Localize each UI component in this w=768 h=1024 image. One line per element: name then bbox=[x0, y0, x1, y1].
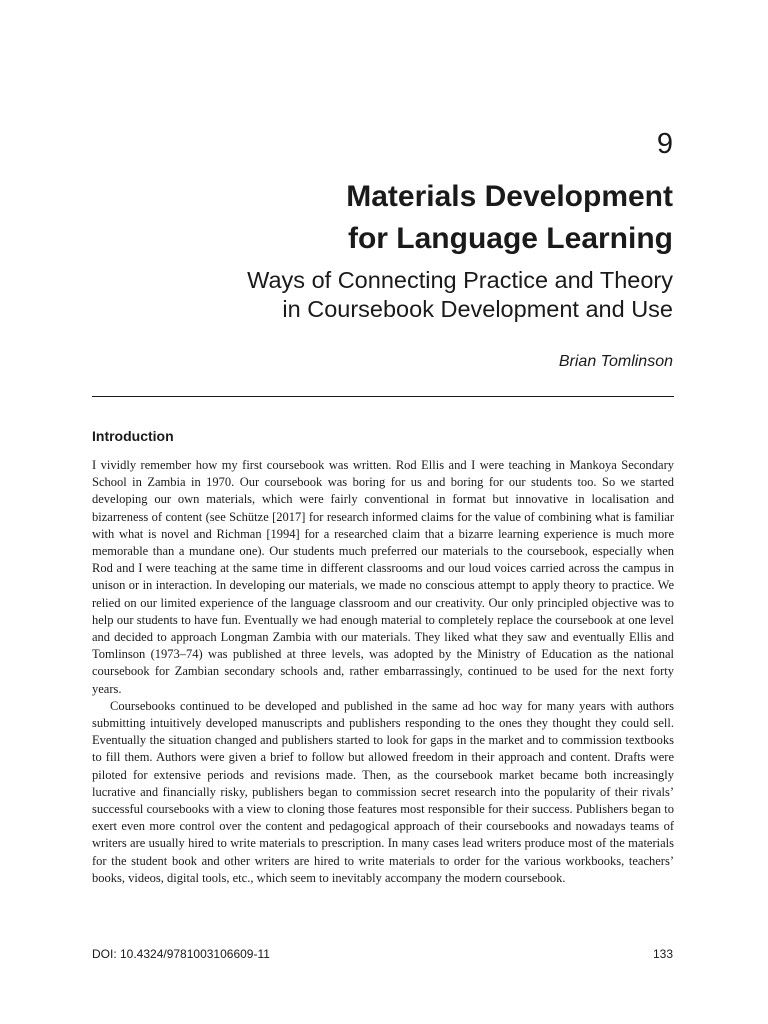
chapter-title bbox=[113, 176, 673, 260]
horizontal-rule bbox=[92, 396, 674, 397]
paragraph: Coursebooks continued to be developed and published in the same ad hoc way for many years with authors submitting intuitively developed manuscripts and publishers responding to the ones they thought they could sell. Eventually the situation changed and publishers started to look for gaps in the market and to commission textbooks to fill them. Authors were given a brief to follow but allowed freedom in their approach and content. Drafts were piloted for extensive periods and revisions made. Then, as the coursebook market became both increasingly lucrative and financially risky, publishers began to commission secret research into the popularity of their rivals’ successful coursebooks with a view to cloning those features most responsible for their success. Publishers began to exert even more control over the content and pedagogical approach of their coursebooks and nowadays teams of writers are usually hired to write materials to prescription. In many cases lead writers produce most of the materials for the student book and other writers are hired to write materials to order for the various workbooks, teachers’ books, videos, digital tools, etc., which seem to inevitably accompany the modern coursebook. bbox=[92, 698, 674, 885]
page-number: 133 bbox=[652, 947, 673, 961]
chapter-subtitle-line: in Coursebook Development and Use bbox=[282, 296, 673, 322]
chapter-subtitle bbox=[73, 266, 673, 324]
body-text bbox=[92, 457, 674, 887]
section-heading: Introduction bbox=[92, 428, 174, 444]
chapter-subtitle-line: Ways of Connecting Practice and Theory bbox=[247, 267, 673, 293]
author-name: Brian Tomlinson bbox=[558, 353, 673, 370]
chapter-number: 9 bbox=[656, 128, 673, 160]
doi-footer: DOI: 10.4324/9781003106609-11 bbox=[92, 947, 270, 961]
chapter-title-line: for Language Learning bbox=[347, 222, 673, 255]
chapter-title-line: Materials Development bbox=[346, 180, 673, 213]
paragraph: I vividly remember how my first coursebook was written. Rod Ellis and I were teaching in Mankoya Secondary School in Zambia in 1970. Our coursebook was boring for us and boring for our students too. So we started developing our own materials, which were fairly conventional in format but innovative in localisation and bizarreness of content (see Schütze [2017] for research informed claims for the value of combining what is familiar with what is novel and Richman [1994] for a researched claim that a bizarre learning experience is much more memorable than a mundane one). Our students much preferred our materials to the coursebook, especially when Rod and I were teaching at the same time in different classrooms and our loud voices carried across the campus in unison or in interaction. In developing our materials, we made no conscious attempt to apply theory to practice. We relied on our limited experience of the language classroom and our creativity. Our only principled objective was to help our students to have fun. Eventually we had enough material to completely replace the coursebook at one level and decided to approach Longman Zambia with our materials. They liked what they saw and eventually Ellis and Tomlinson (1973–74) was published at three levels, was adopted by the Ministry of Education as the national coursebook for Zambian secondary schools and, rather embarrassingly, continued to be used for the next forty years. bbox=[92, 458, 674, 696]
